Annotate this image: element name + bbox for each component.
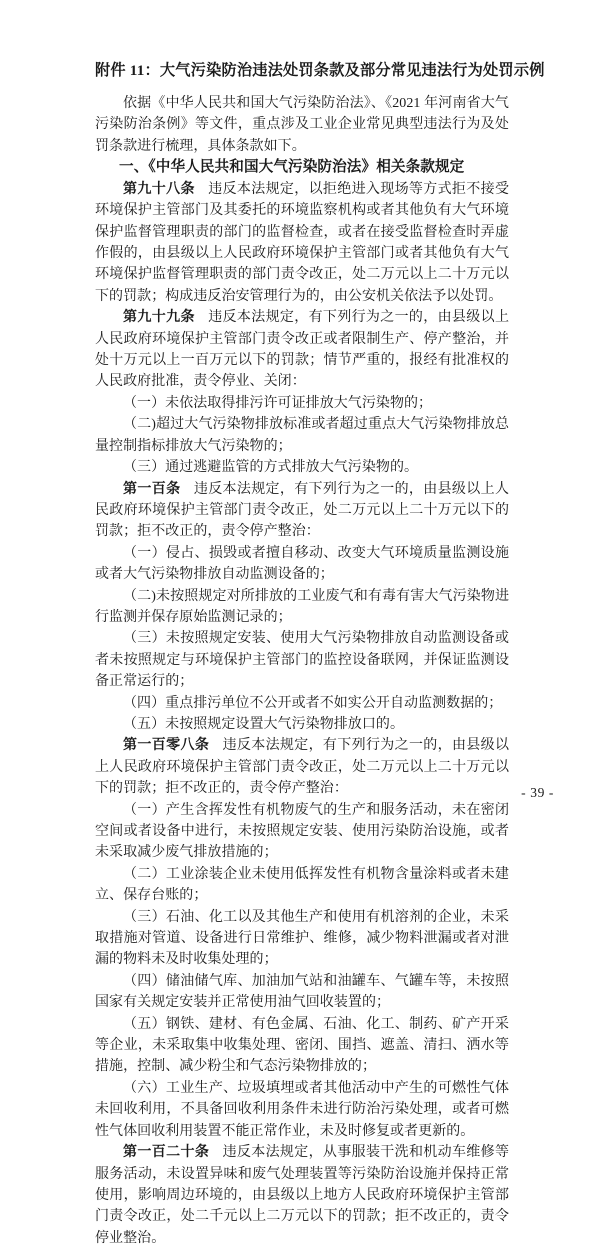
page-number: - 39 - [521,785,554,800]
article-item: （三）通过逃避监管的方式排放大气污染物的。 [123,460,419,476]
article-item: （六）工业生产、垃圾填埋或者其他活动中产生的可燃性气体未回收利用，不具备回收利用条件未进行防治污染处理，或者可燃性气体回收利用装置不能正常作业，未及时修复或者更新的。 [95,1080,509,1139]
article-item: （二)超过大气污染物排放标准或者超过重点大气污染物排放总量控制指标排放大气污染物的； [95,417,509,454]
section-heading: 一、《中华人民共和国大气污染防治法》相关条款规定 [119,159,465,176]
article-label: 第一百二十条 [123,1145,210,1161]
article-text: 违反本法规定，有下列行为之一的，由县级以上人民政府环境保护主管部门责令改正，处二万元以上二十万元以下的罚款；拒不改正的，责令停产整治： [95,481,509,540]
article-item: （三）石油、化工以及其他生产和使用有机溶剂的企业，未采取措施对管道、设备进行日常维护、维修，减少物料泄漏或者对泄漏的物料未及时收集处理的； [95,909,509,968]
article-item: （三）未按照规定安装、使用大气污染物排放自动监测设备或者未按照规定与环境保护主管部门的监控设备联网，并保证监测设备正常运行的； [95,631,509,690]
article-item: （一）未依法取得排污许可证排放大气污染物的； [123,395,433,411]
article-text: 违反本法规定，有下列行为之一的，由县级以上人民政府环境保护主管部门责令改正或者限制生产、停产整治，并处十万元以上一百万元以下的罚款；情节严重的，报经有批准权的人民政府批准，责令停业、关闭： [95,310,509,390]
article-paragraph [95,735,509,799]
article-label: 第一百条 [123,481,181,497]
article-paragraph [95,1142,509,1249]
intro-paragraph: 依据《中华人民共和国大气污染防治法》、《2021 年河南省大气污染防治条例》等文件，重点涉及工业企业常见典型违法行为及处罚条款进行梳理，具体条款如下。 [95,96,509,154]
article-text: 违反本法规定，有下列行为之一的，由县级以上人民政府环境保护主管部门责令改正，处二万元以上二十万元以下的罚款；拒不改正的，责令停产整治： [95,738,509,797]
article-label: 第一百零八条 [123,738,210,754]
article-item: （一）产生含挥发性有机物废气的生产和服务活动，未在密闭空间或者设备中进行，未按照规定安装、使用污染防治设施，或者未采取减少废气排放措施的； [95,802,509,861]
article-item: （四）储油储气库、加油加气站和油罐车、气罐车等，未按照国家有关规定安装并正常使用油气回收装置的； [95,973,509,1011]
article-item: （一）侵占、损毁或者擅自移动、改变大气环境质量监测设施或者大气污染物排放自动监测设备的； [95,545,509,583]
article-item: （五）未按照规定设置大气污染物排放口的。 [123,716,404,732]
article-text: 违反本法规定，以拒绝进入现场等方式拒不接受环境保护主管部门及其委托的环境监察机构或者其他负有大气环境保护监督管理职责的部门的监督检查，或者在接受监督检查时弄虚作假的，由县级以上人民政府环境保护主管部门或者其他负有大气环境保护监督管理职责的部门责令改正，处二万元以上二十万元以下的罚款；构成违反治安管理行为的，由公安机关依法予以处罚。 [95,181,509,304]
article-label: 第九十八条 [123,181,195,197]
article-item: （二)未按照规定对所排放的工业废气和有毒有害大气污染物进行监测并保存原始监测记录的； [95,588,509,625]
article-paragraph [95,479,509,543]
page-title: 附件 11：大气污染防治违法处罚条款及部分常见违法行为处罚示例 [95,62,545,79]
article-item: （二）工业涂装企业未使用低挥发性有机物含量涂料或者未建立、保存台账的； [95,866,509,904]
article-paragraph [95,307,509,393]
article-item: （五）钢铁、建材、有色金属、石油、化工、制药、矿产开采等企业，未采取集中收集处理、密闭、围挡、遮盖、清扫、洒水等措施，控制、减少粉尘和气态污染物排放的； [95,1016,509,1075]
article-item: （四）重点排污单位不公开或者不如实公开自动监测数据的； [123,695,503,711]
article-paragraph [95,179,509,307]
article-text: 违反本法规定，从事服装干洗和机动车维修等服务活动，未设置异味和废气处理装置等污染防治设施并保持正常使用，影响周边环境的，由县级以上地方人民政府环境保护主管部门责令改正，处二千元以上二万元以下的罚款；拒不改正的，责令停业整治。 [95,1145,509,1246]
article-label: 第九十九条 [123,310,195,326]
